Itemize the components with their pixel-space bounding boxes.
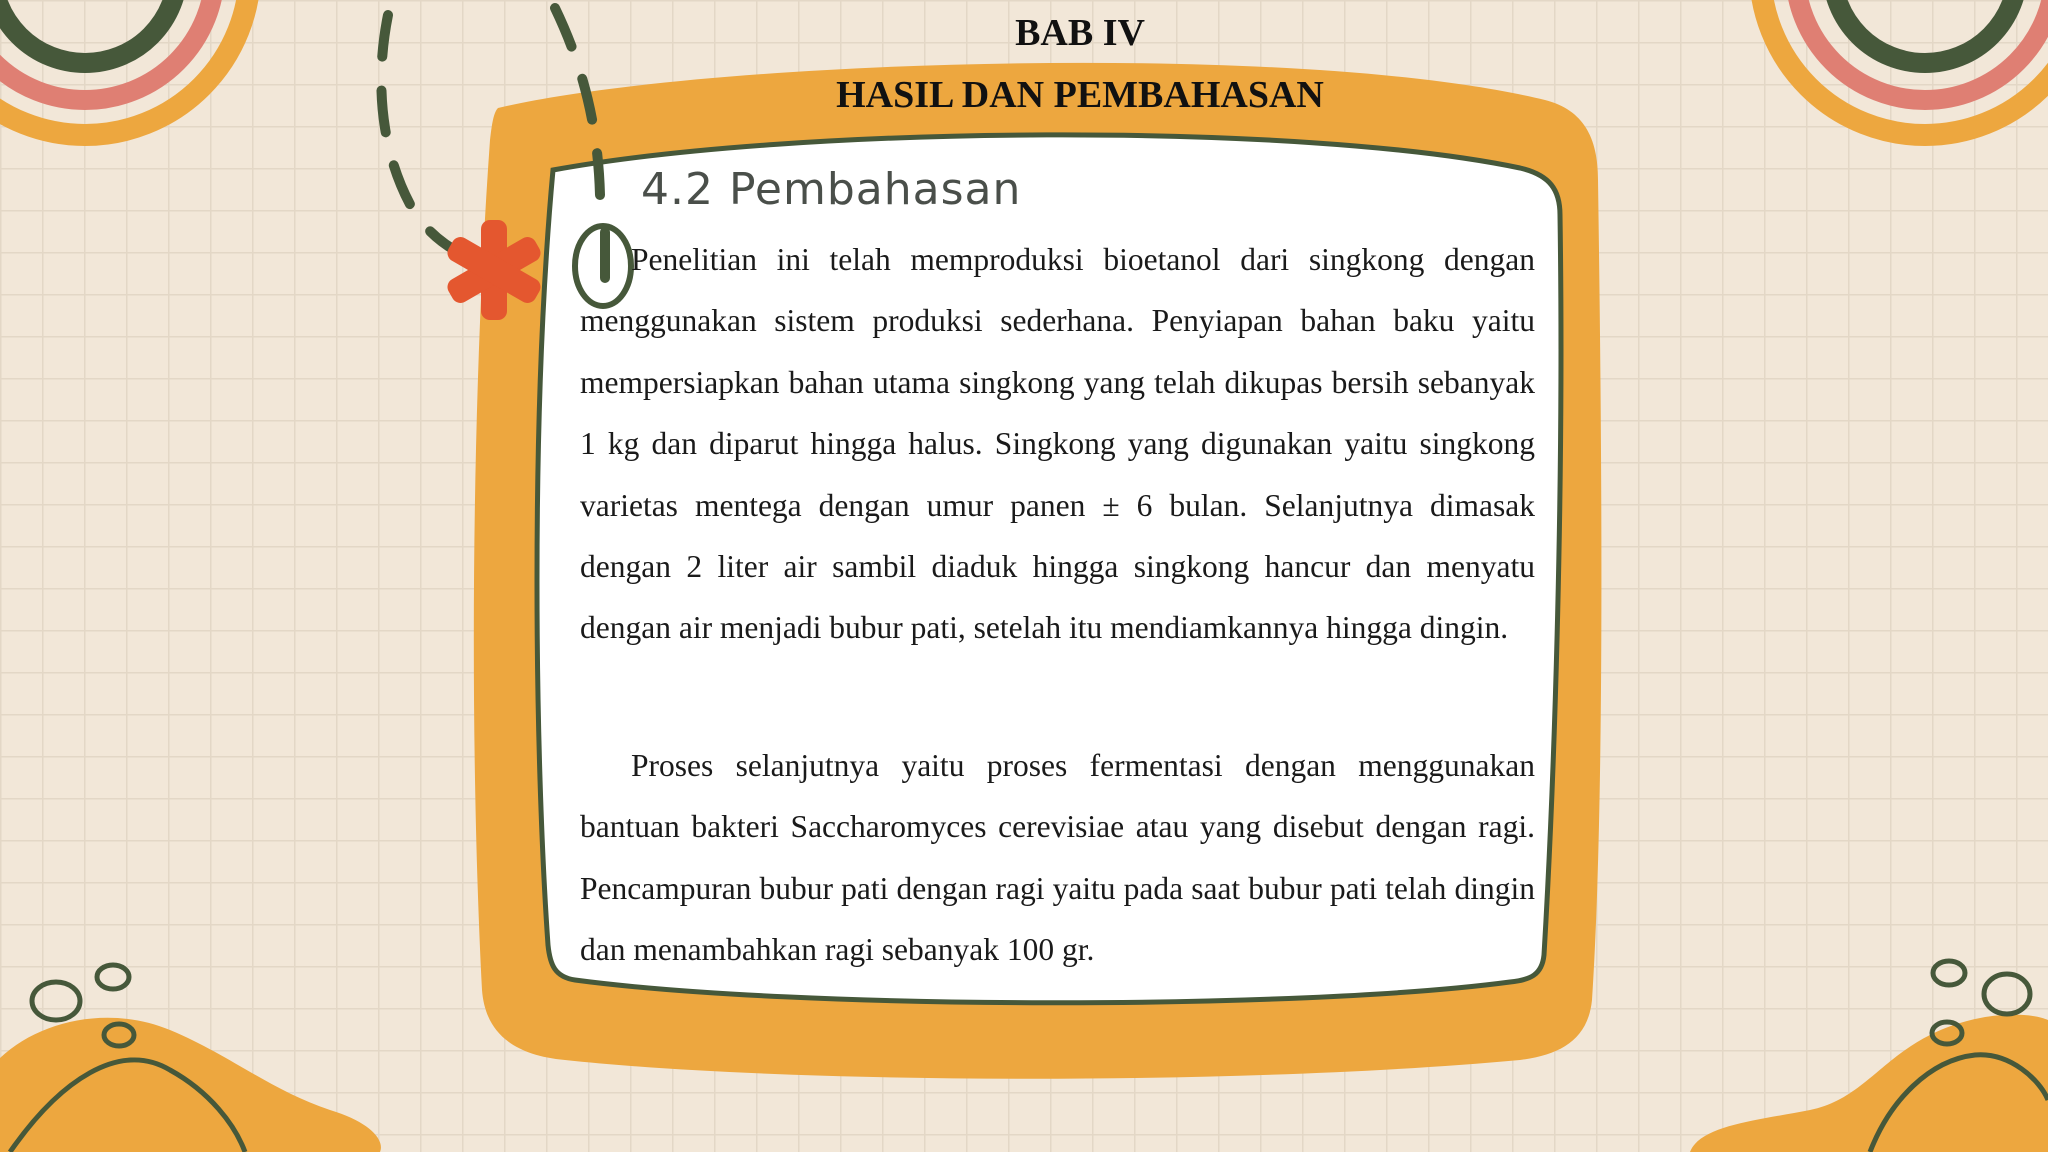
- blob-bottom-right-icon: [1690, 961, 2048, 1152]
- chapter-number: BAB IV: [1015, 12, 1145, 54]
- blob-bottom-left-icon: [0, 965, 381, 1152]
- body-paragraph: Proses selanjutnya yaitu proses fermentasi dengan menggunakan bantuan bakteri Saccharomyces cerevisiae atau yang disebut dengan ragi. Pencampuran bubur pati dengan ragi yaitu pada saat bubur pati telah dingin dan menambahkan ragi sebanyak 100 gr.: [580, 748, 1535, 968]
- body-paragraph: Penelitian ini telah memproduksi bioetanol dari singkong dengan menggunakan sistem produksi sederhana. Penyiapan bahan baku yaitu mempersiapkan bahan utama singkong yang telah dikupas bersih sebanyak 1 kg dan diparut hingga halus. Singkong yang digunakan yaitu singkong varietas mentega dengan umur panen ± 6 bulan. Selanjutnya dimasak dengan 2 liter air sambil diaduk hingga singkong hancur dan menyatu dengan air menjadi bubur pati, setelah itu mendiamkannya hingga dingin.: [580, 242, 1535, 646]
- chapter-title: HASIL DAN PEMBAHASAN: [836, 74, 1324, 116]
- section-title: 4.2 Pembahasan: [641, 164, 1022, 215]
